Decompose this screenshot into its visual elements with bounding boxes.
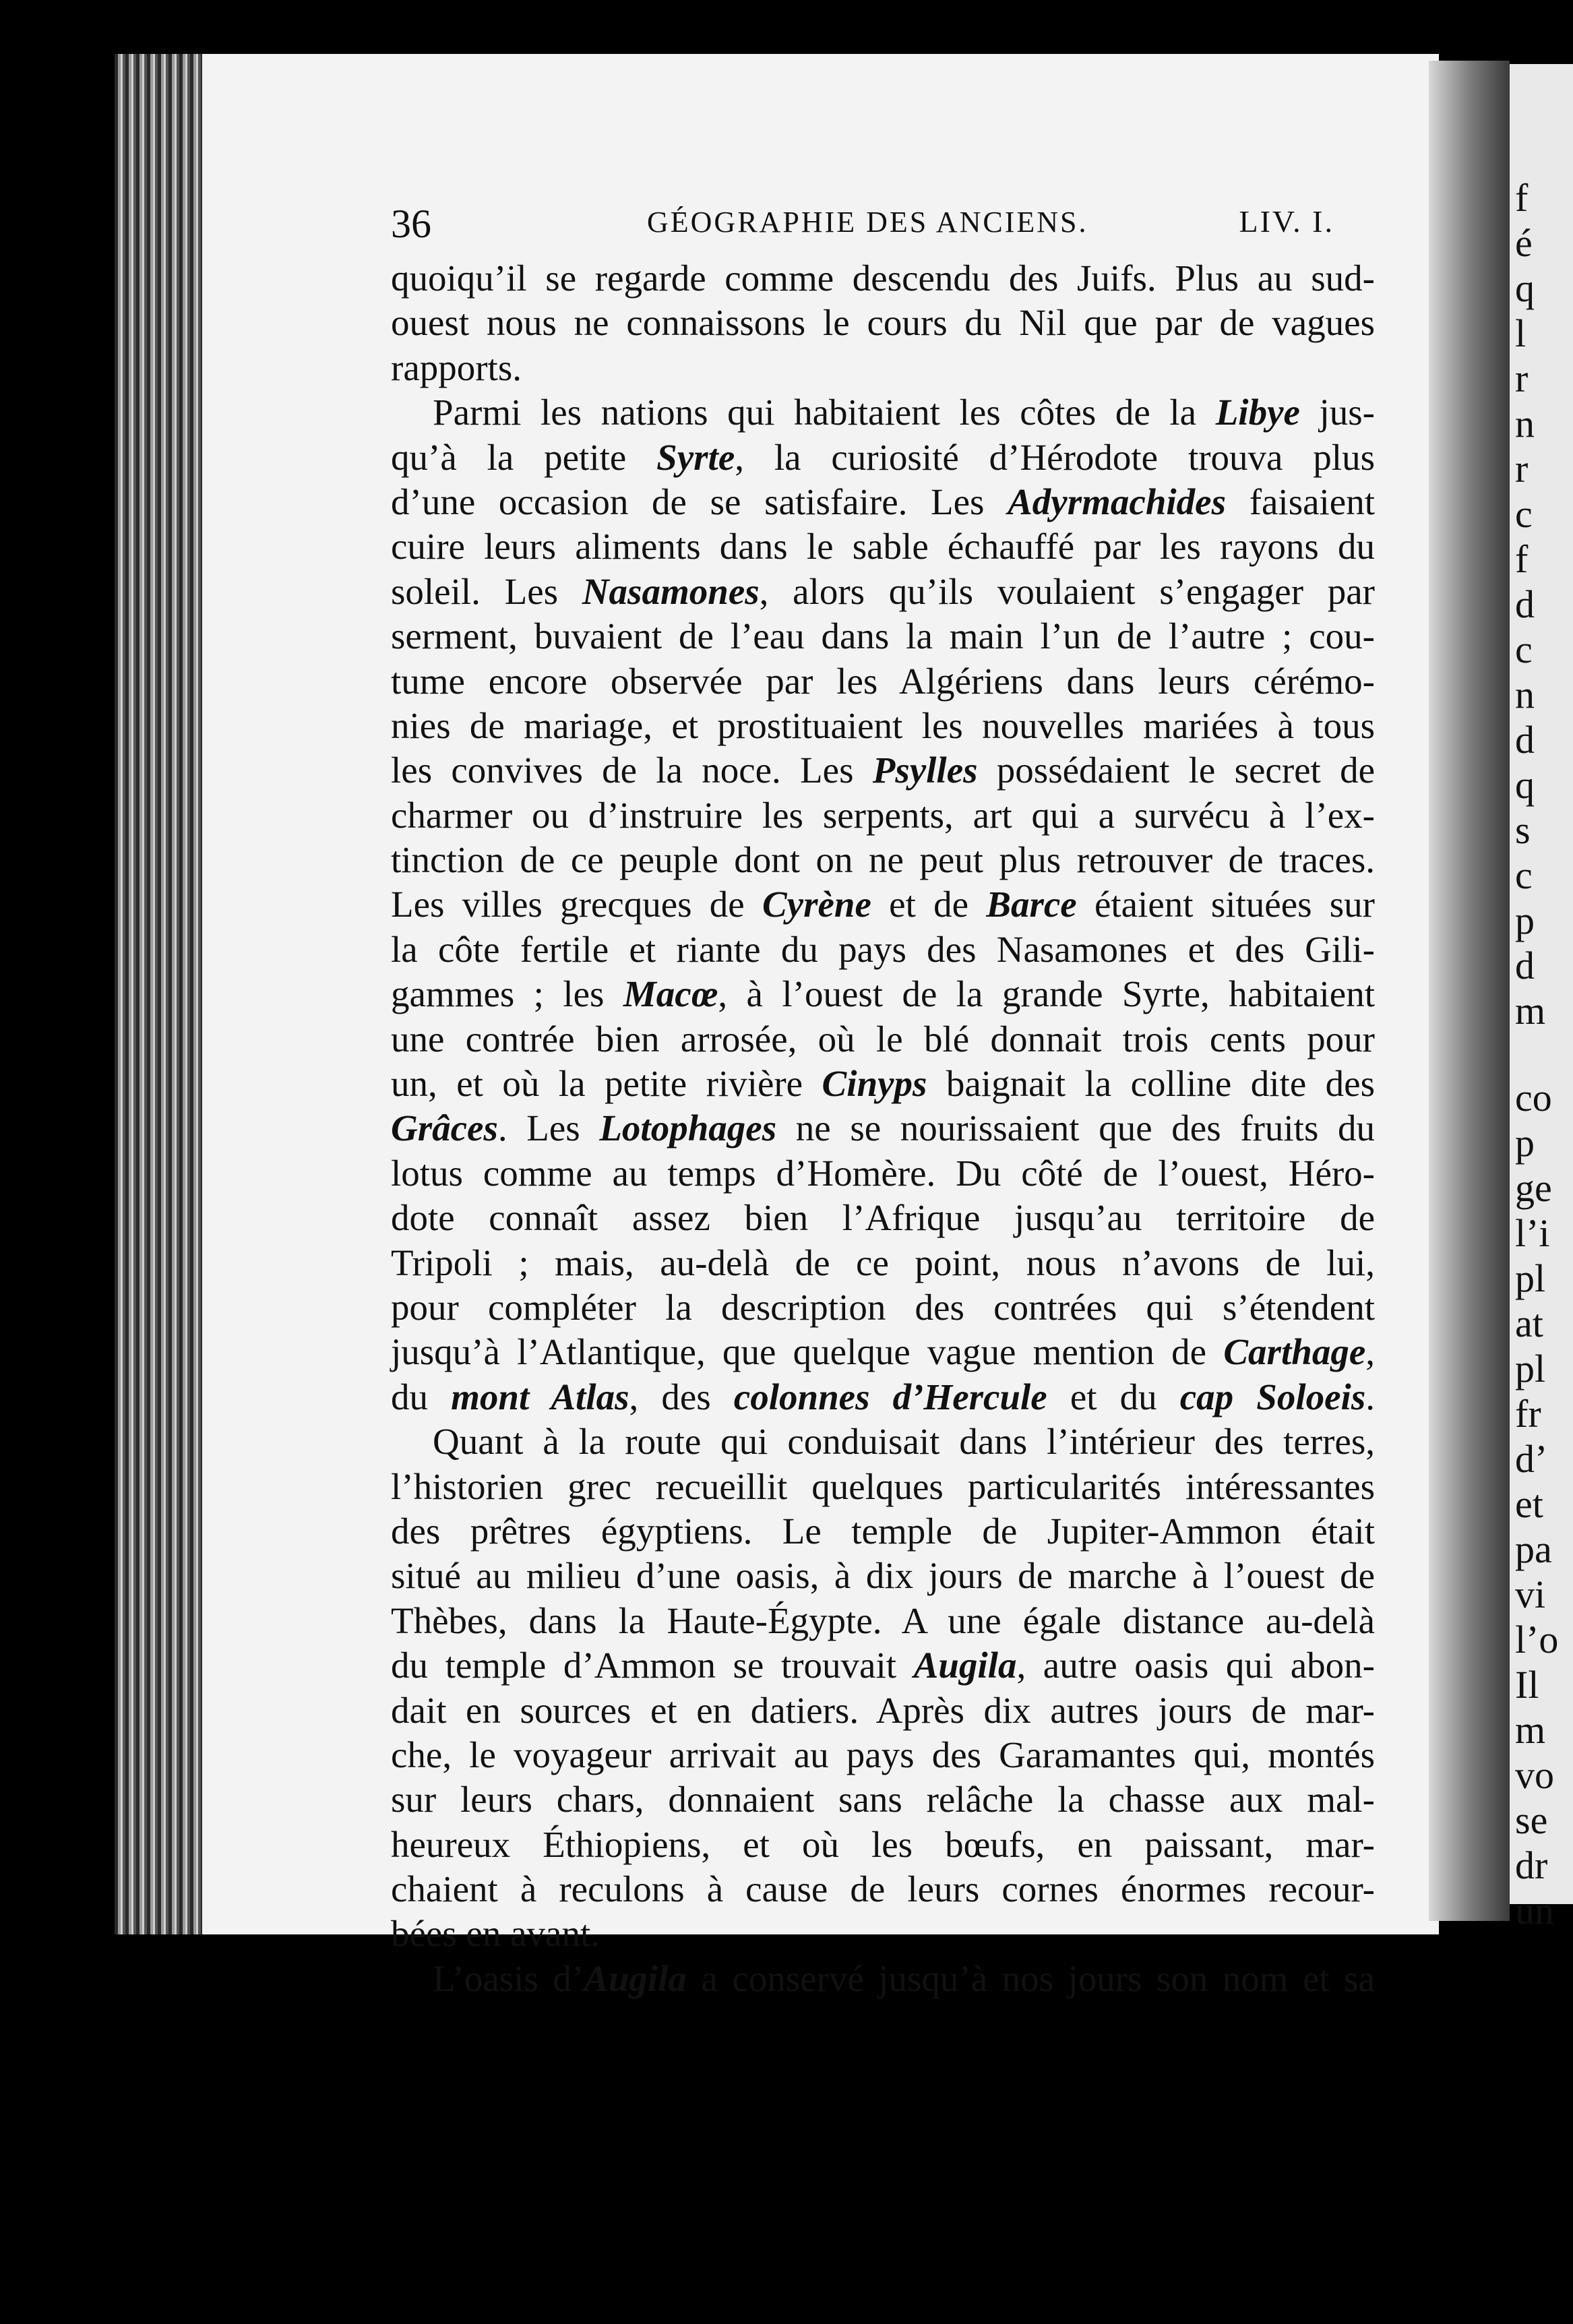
text-line [391, 1823, 1375, 1867]
text-segment: lotus comme au temps d’Homère. Du côté de l’ouest, Héro- [391, 1152, 1375, 1194]
italic-term: Cyrène [762, 884, 871, 925]
facing-page-text-fragment: pl [1515, 1256, 1546, 1300]
text-segment: jusqu’à l’Atlantique, que quelque vague mention de [391, 1331, 1224, 1373]
text-segment: quoiqu’il se regarde comme descendu des Juifs. Plus au sud- [391, 257, 1375, 299]
text-line [391, 570, 1375, 614]
text-line [391, 1196, 1375, 1240]
text-line [391, 1777, 1375, 1822]
facing-page-text-fragment: s [1515, 808, 1531, 852]
facing-page-text-fragment: d [1515, 718, 1535, 762]
text-segment: , la curiosité d’Hérodote trouva plus [735, 436, 1375, 478]
text-line [391, 838, 1375, 882]
text-segment: . Les [497, 1107, 600, 1149]
text-line [391, 301, 1375, 345]
facing-page-text-fragment: se [1515, 1798, 1548, 1842]
text-line [391, 614, 1375, 659]
text-line [391, 1375, 1375, 1419]
facing-page-text-fragment: d’ [1515, 1437, 1548, 1481]
text-segment: , des [629, 1376, 734, 1417]
facing-page-text-fragment: p [1515, 1121, 1535, 1165]
text-segment: un, et où la petite rivière [391, 1063, 822, 1105]
text-line [391, 927, 1375, 972]
text-line [391, 1688, 1375, 1733]
book-page-edges [115, 54, 209, 1934]
text-segment: des prêtres égyptiens. Le temple de Jupiter-Ammon était [391, 1510, 1375, 1552]
text-line [391, 1017, 1375, 1062]
running-title: GÉOGRAPHIE DES ANCIENS. [647, 206, 1088, 239]
facing-page-text-fragment: c [1515, 628, 1533, 671]
facing-page-text-fragment: ge [1515, 1166, 1552, 1210]
italic-term: Lotophages [599, 1107, 777, 1149]
text-segment: a conservé jusqu’à nos jours son nom et sa [686, 1957, 1375, 1999]
italic-term: Augila [913, 1645, 1017, 1686]
facing-page-text-fragment: pl [1515, 1347, 1546, 1390]
text-line [391, 1106, 1375, 1151]
text-line [391, 524, 1375, 569]
facing-page-text-fragment: co [1515, 1076, 1552, 1120]
text-segment: Les villes grecques de [391, 884, 762, 925]
text-segment: L’oasis d’ [433, 1957, 584, 1999]
facing-page-text-fragment: p [1515, 898, 1535, 942]
facing-page-text-fragment: vo [1515, 1753, 1554, 1797]
text-segment: cuire leurs aliments dans le sable échauffé par les rayons du [391, 526, 1375, 568]
text-segment: dote connaît assez bien l’Afrique jusqu’au territoire de [391, 1197, 1375, 1239]
italic-term: Libye [1215, 392, 1300, 433]
text-segment: baignait la colline dite des [927, 1063, 1375, 1105]
text-segment: la côte fertile et riante du pays des Nasamones et des Gili- [391, 928, 1375, 970]
text-line [391, 1330, 1375, 1374]
text-segment: bées en avant. [391, 1913, 600, 1955]
page-number: 36 [391, 202, 431, 246]
facing-page-text-fragment: at [1515, 1302, 1543, 1345]
facing-page-text-fragment: l’o [1515, 1618, 1559, 1661]
facing-page-text-fragment: q [1515, 266, 1535, 310]
text-line [391, 1465, 1375, 1509]
italic-term: colonnes d’Hercule [733, 1376, 1047, 1417]
facing-page-text-fragment: dr [1515, 1843, 1548, 1887]
facing-page-text-fragment: é [1515, 221, 1533, 265]
text-line [391, 435, 1375, 480]
body-text [391, 256, 1375, 2001]
text-line [391, 1419, 1375, 1464]
italic-term: Cinyps [822, 1063, 927, 1105]
italic-term: Carthage [1223, 1331, 1366, 1373]
text-segment: soleil. Les [391, 570, 582, 612]
text-segment: situé au milieu d’une oasis, à dix jours de marche à l’ouest de [391, 1555, 1375, 1597]
text-segment: che, le voyageur arrivait au pays des Garamantes qui, montés [391, 1734, 1375, 1775]
text-segment: jus- [1299, 392, 1375, 433]
text-segment: ouest nous ne connaissons le cours du Nil que par de vagues [391, 302, 1375, 344]
facing-page-text-fragment: un [1515, 1889, 1554, 1932]
text-line [391, 882, 1375, 927]
book-part-label: LIV. I. [1239, 204, 1334, 239]
text-line [391, 1733, 1375, 1777]
text-segment: . [1365, 1376, 1375, 1417]
text-segment: dait en sources et en datiers. Après dix autres jours de mar- [391, 1689, 1375, 1731]
text-line [391, 1599, 1375, 1643]
facing-page-fragment [1510, 64, 1573, 1932]
text-line [391, 1151, 1375, 1196]
facing-page-text-fragment: m [1515, 989, 1546, 1033]
text-segment: Quant à la route qui conduisait dans l’intérieur des terres, [433, 1421, 1375, 1463]
text-segment: pour compléter la description des contrées qui s’étendent [391, 1286, 1375, 1328]
text-segment: du temple d’Ammon se trouvait [391, 1645, 914, 1686]
facing-page-text-fragment: pa [1515, 1527, 1552, 1571]
facing-page-text-fragment: r [1515, 357, 1529, 400]
italic-term: Macœ [623, 973, 718, 1015]
facing-page-text-fragment: et [1515, 1482, 1543, 1526]
facing-page-text-fragment: n [1515, 402, 1535, 446]
text-line [391, 1957, 1375, 2001]
text-segment: charmer ou d’instruire les serpents, art qui a survécu à l’ex- [391, 794, 1375, 836]
text-line [391, 1062, 1375, 1106]
text-line [391, 390, 1375, 435]
facing-page-text-fragment: f [1515, 176, 1529, 220]
text-line [391, 659, 1375, 704]
text-line [391, 1509, 1375, 1554]
text-segment: , alors qu’ils voulaient s’engager par [759, 570, 1375, 612]
text-segment: rapports. [391, 346, 522, 388]
text-segment: l’historien grec recueillit quelques particularités intéressantes [391, 1465, 1375, 1507]
text-segment: chaient à reculons à cause de leurs cornes énormes recour- [391, 1868, 1375, 1910]
italic-term: Barce [986, 884, 1077, 925]
text-segment: et de [871, 884, 987, 925]
text-line [391, 1867, 1375, 1912]
text-segment: d’une occasion de se satisfaire. Les [391, 481, 1008, 522]
text-line [391, 972, 1375, 1016]
text-segment: sur leurs chars, donnaient sans relâche la chasse aux mal- [391, 1779, 1375, 1821]
text-segment: gammes ; les [391, 973, 623, 1015]
text-segment: tinction de ce peuple dont on ne peut plus retrouver de traces. [391, 839, 1375, 881]
running-head [391, 201, 1334, 248]
facing-page-text-fragment: fr [1515, 1392, 1541, 1436]
facing-page-text-fragment: d [1515, 582, 1535, 626]
text-line [391, 1912, 1375, 1956]
text-line [391, 1554, 1375, 1598]
text-segment: ne se nourissaient que des fruits du [776, 1107, 1375, 1149]
text-line [391, 256, 1375, 301]
facing-page-text-fragment: r [1515, 447, 1529, 491]
facing-page-text-fragment: vi [1515, 1572, 1546, 1616]
text-line [391, 1643, 1375, 1688]
text-line [391, 480, 1375, 524]
text-segment: et du [1047, 1376, 1180, 1417]
facing-page-text-fragment: n [1515, 673, 1535, 716]
text-segment: heureux Éthiopiens, et où les bœufs, en paissant, mar- [391, 1823, 1375, 1865]
text-segment: étaient situées sur [1076, 884, 1375, 925]
text-segment: tume encore observée par les Algériens dans leurs cérémo- [391, 660, 1375, 702]
text-line [391, 1241, 1375, 1285]
facing-page-text-fragment: c [1515, 853, 1533, 897]
text-segment: Parmi les nations qui habitaient les côtes de la [433, 392, 1216, 433]
text-segment: Thèbes, dans la Haute-Égypte. A une égale distance au-delà [391, 1599, 1375, 1641]
text-segment: faisaient [1226, 481, 1375, 522]
text-line [391, 748, 1375, 793]
facing-page-text-fragment: l’i [1515, 1211, 1550, 1255]
text-line [391, 346, 1375, 390]
italic-term: cap Soloeis [1179, 1376, 1366, 1417]
text-segment: nies de mariage, et prostituaient les nouvelles mariées à tous [391, 704, 1375, 746]
italic-term: Adyrmachides [1008, 481, 1227, 522]
text-segment: , à l’ouest de la grande Syrte, habitaient [718, 973, 1375, 1015]
facing-page-text-fragment: d [1515, 944, 1535, 987]
text-line [391, 704, 1375, 748]
text-segment: possédaient le secret de [977, 750, 1375, 791]
italic-term: Augila [584, 1957, 687, 1999]
facing-page-text-fragment: c [1515, 492, 1533, 536]
text-segment: qu’à la petite [391, 436, 657, 478]
text-segment: , autre oasis qui abon- [1016, 1645, 1375, 1686]
facing-page-text-fragment: q [1515, 763, 1535, 807]
text-segment: les convives de la noce. Les [391, 750, 873, 791]
facing-page-text-fragment: f [1515, 537, 1529, 581]
text-segment: serment, buvaient de l’eau dans la main l’un de l’autre ; cou- [391, 615, 1375, 657]
italic-term: Nasamones [582, 570, 760, 612]
text-segment: , [1365, 1331, 1375, 1373]
facing-page-text-fragment: l [1515, 311, 1526, 355]
facing-page-text-fragment: m [1515, 1708, 1546, 1752]
text-line [391, 793, 1375, 838]
italic-term: Grâces [391, 1107, 498, 1149]
italic-term: Syrte [656, 436, 735, 478]
text-segment: une contrée bien arrosée, où le blé donnait trois cents pour [391, 1018, 1375, 1060]
facing-page-text-fragment: Il [1515, 1663, 1539, 1707]
text-segment: du [391, 1376, 452, 1417]
text-line [391, 1285, 1375, 1330]
binding-shadow [1429, 61, 1510, 1921]
italic-term: Psylles [872, 750, 978, 791]
text-segment: Tripoli ; mais, au-delà de ce point, nous n’avons de lui, [391, 1242, 1375, 1283]
italic-term: mont Atlas [451, 1376, 629, 1417]
